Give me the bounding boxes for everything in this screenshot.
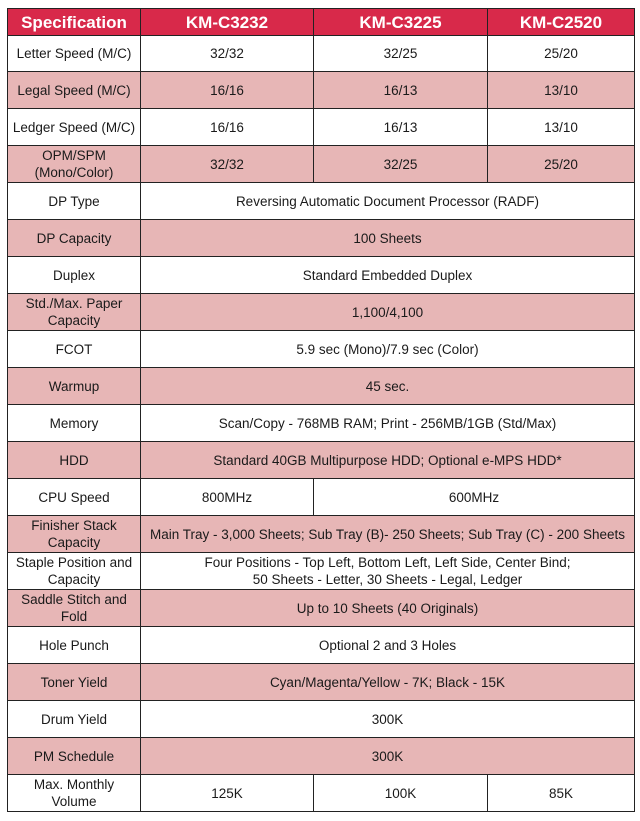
row-label: Toner Yield (8, 664, 141, 701)
table-row (8, 72, 635, 109)
row-value: 16/16 (141, 109, 314, 146)
row-value: 16/13 (314, 72, 488, 109)
row-value: 100K (314, 775, 488, 812)
row-label: Warmup (8, 368, 141, 405)
row-value: 1,100/4,100 (141, 294, 635, 331)
row-value: 32/25 (314, 146, 488, 183)
row-label: OPM/SPM (Mono/Color) (8, 146, 141, 183)
table-row (8, 146, 635, 183)
row-value: 800MHz (141, 479, 314, 516)
row-label: Duplex (8, 257, 141, 294)
row-value: Standard Embedded Duplex (141, 257, 635, 294)
row-value: 300K (141, 738, 635, 775)
row-label: Memory (8, 405, 141, 442)
row-value: 100 Sheets (141, 220, 635, 257)
table-row (8, 183, 635, 220)
row-label: Legal Speed (M/C) (8, 72, 141, 109)
row-value: 600MHz (314, 479, 635, 516)
row-label: Letter Speed (M/C) (8, 36, 141, 72)
row-value: Optional 2 and 3 Holes (141, 627, 635, 664)
row-value: 16/13 (314, 109, 488, 146)
table-row (8, 442, 635, 479)
header-row (8, 9, 635, 36)
row-value: 32/32 (141, 36, 314, 72)
table-row (8, 405, 635, 442)
table-row (8, 331, 635, 368)
row-label: Saddle Stitch and Fold (8, 590, 141, 627)
table-row (8, 257, 635, 294)
row-value: 13/10 (488, 109, 635, 146)
header-cell-km-c2520: KM-C2520 (488, 9, 635, 36)
table-row (8, 590, 635, 627)
table-row (8, 516, 635, 553)
row-value: 25/20 (488, 146, 635, 183)
table-row (8, 294, 635, 331)
row-label: Std./Max. Paper Capacity (8, 294, 141, 331)
row-value: Up to 10 Sheets (40 Originals) (141, 590, 635, 627)
table-row (8, 109, 635, 146)
row-value: Reversing Automatic Document Processor (RADF) (141, 183, 635, 220)
row-value: 32/25 (314, 36, 488, 72)
row-label: PM Schedule (8, 738, 141, 775)
row-label: FCOT (8, 331, 141, 368)
spec-body (8, 36, 635, 812)
row-label: CPU Speed (8, 479, 141, 516)
row-value: 13/10 (488, 72, 635, 109)
row-value: 25/20 (488, 36, 635, 72)
row-label: DP Capacity (8, 220, 141, 257)
table-row (8, 36, 635, 72)
row-label: Staple Position and Capacity (8, 553, 141, 590)
row-value: 32/32 (141, 146, 314, 183)
header-cell-km-c3232: KM-C3232 (141, 9, 314, 36)
row-value: 16/16 (141, 72, 314, 109)
table-row (8, 368, 635, 405)
row-value: Scan/Copy - 768MB RAM; Print - 256MB/1GB (Std/Max) (141, 405, 635, 442)
row-label: Ledger Speed (M/C) (8, 109, 141, 146)
row-value: Main Tray - 3,000 Sheets; Sub Tray (B)- 250 Sheets; Sub Tray (C) - 200 Sheets (141, 516, 635, 553)
row-label: DP Type (8, 183, 141, 220)
row-value: 300K (141, 701, 635, 738)
spec-table (7, 8, 635, 812)
table-row (8, 701, 635, 738)
table-row (8, 775, 635, 812)
row-value: 5.9 sec (Mono)/7.9 sec (Color) (141, 331, 635, 368)
row-label: Finisher Stack Capacity (8, 516, 141, 553)
row-label: Drum Yield (8, 701, 141, 738)
table-row (8, 220, 635, 257)
row-value: Standard 40GB Multipurpose HDD; Optional e-MPS HDD* (141, 442, 635, 479)
row-value: 45 sec. (141, 368, 635, 405)
row-value: Four Positions - Top Left, Bottom Left, Left Side, Center Bind; 50 Sheets - Letter, 30 Sheets - Legal, Ledger (141, 553, 635, 590)
table-row (8, 664, 635, 701)
header-cell-km-c3225: KM-C3225 (314, 9, 488, 36)
table-row (8, 627, 635, 664)
row-label: Hole Punch (8, 627, 141, 664)
table-row (8, 553, 635, 590)
row-label: Max. Monthly Volume (8, 775, 141, 812)
row-value: 125K (141, 775, 314, 812)
row-label: HDD (8, 442, 141, 479)
table-row (8, 738, 635, 775)
header-cell-specification: Specification (8, 9, 141, 36)
row-value: 85K (488, 775, 635, 812)
row-value: Cyan/Magenta/Yellow - 7K; Black - 15K (141, 664, 635, 701)
table-row (8, 479, 635, 516)
